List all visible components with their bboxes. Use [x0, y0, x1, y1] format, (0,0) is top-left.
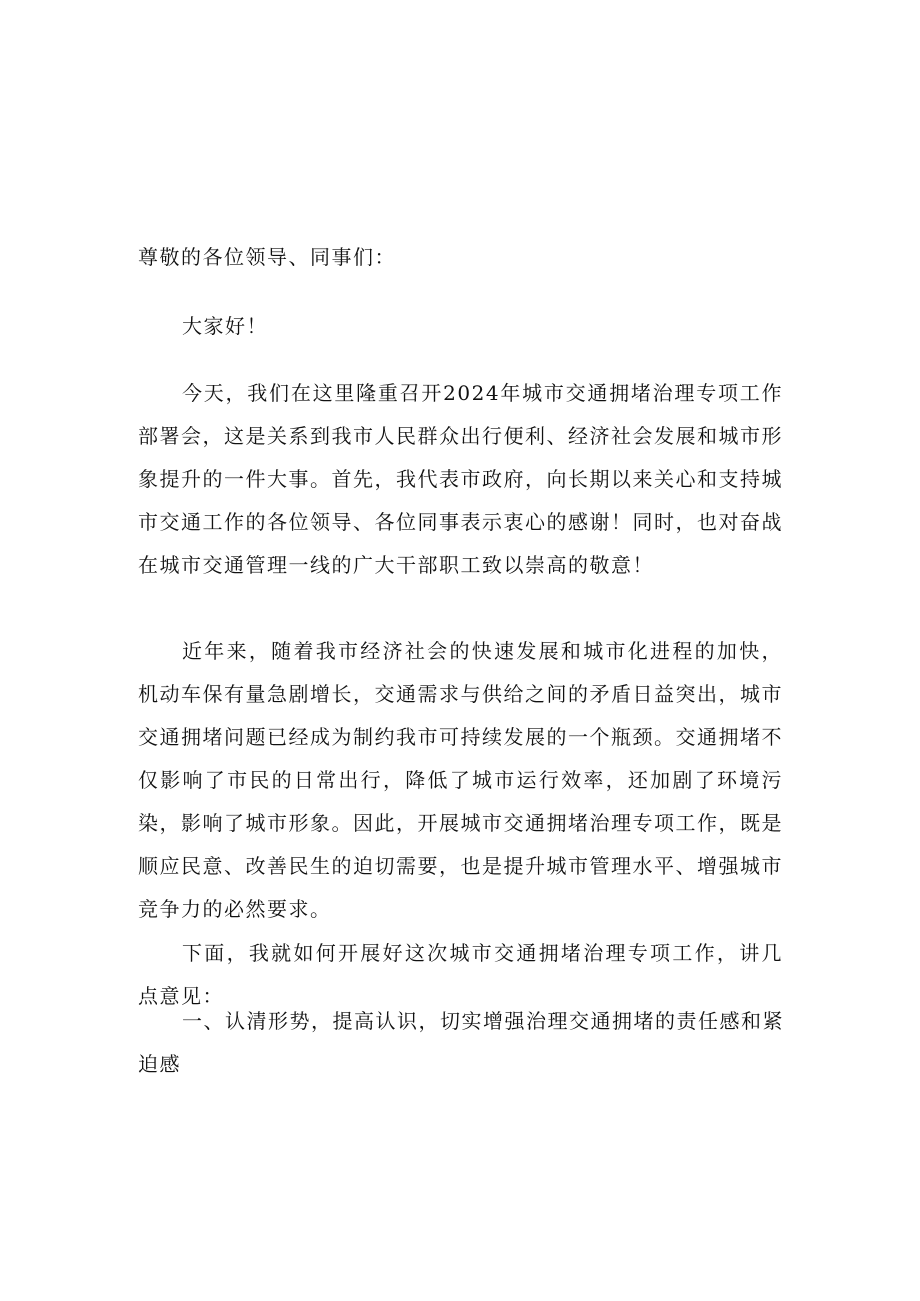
salutation: 尊敬的各位领导、同事们：: [138, 245, 396, 269]
section-heading-line1: 一、认清形势，提高认识，切实增强治理交通拥堵的责任感和紧: [182, 1009, 784, 1033]
section-heading-line2: 迫感: [138, 1052, 181, 1076]
paragraph-background: 近年来，随着我市经济社会的快速发展和城市化进程的加快，机动车保有量急剧增长，交通需求与供给之间的矛盾日益突出，城市交通拥堵问题已经成为制约我市可持续发展的一个瓶颈。交通拥堵不仅影响了市民的日常出行，降低了城市运行效率，还加剧了环境污染，影响了城市形象。因此，开展城市交通拥堵治理专项工作，既是顺应民意、改善民生的迫切需要，也是提升城市管理水平、增强城市竞争力的必然要求。: [138, 639, 783, 921]
section-heading: [138, 1000, 783, 1086]
greeting: 大家好！: [182, 314, 268, 338]
paragraph-opening: 今天，我们在这里隆重召开2024年城市交通拥堵治理专项工作部署会，这是关系到我市人民群众出行便利、经济社会发展和城市形象提升的一件大事。首先，我代表市政府，向长期以来关心和支持城市交通工作的各位领导、各位同事表示衷心的感谢！同时，也对奋战在城市交通管理一线的广大干部职工致以崇高的敬意！: [138, 381, 783, 577]
paragraph-transition: 下面，我就如何开展好这次城市交通拥堵治理专项工作，讲几点意见：: [138, 941, 783, 1008]
